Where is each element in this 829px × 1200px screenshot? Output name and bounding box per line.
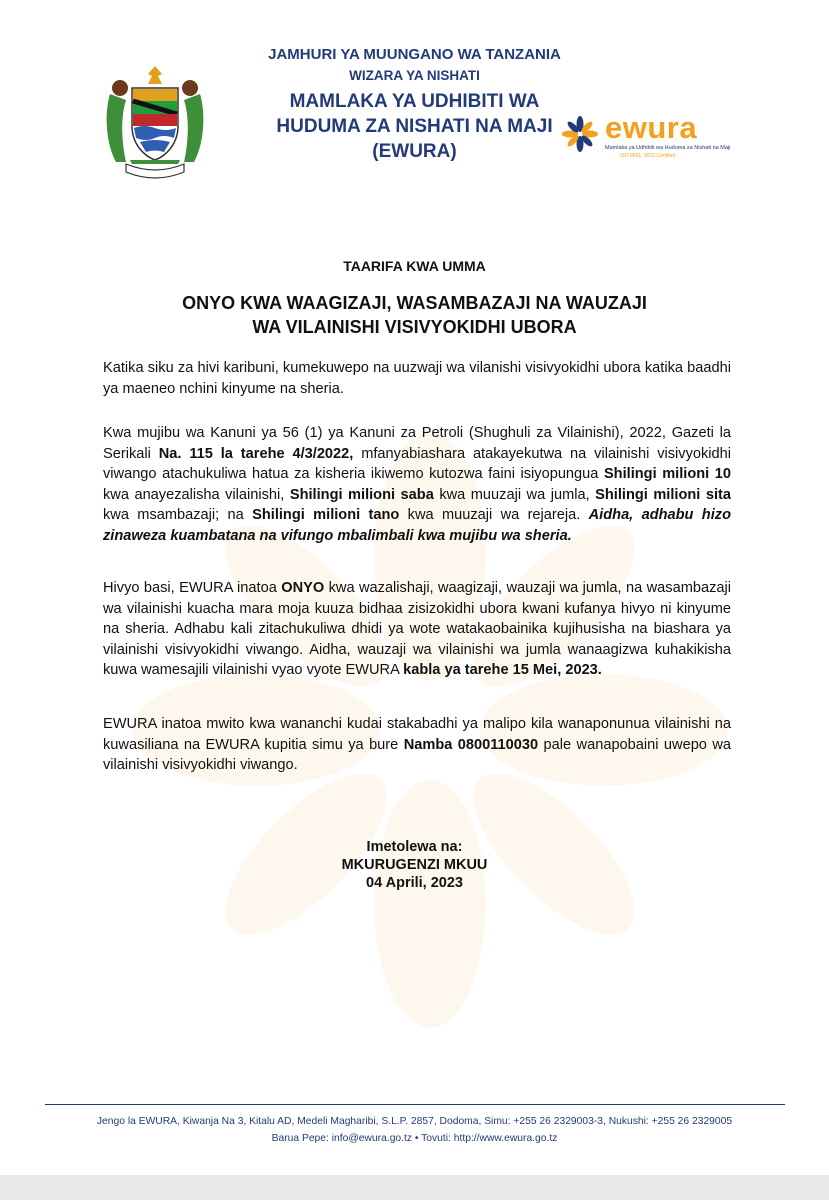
document-title [0, 291, 829, 339]
p4-text-2: pale wanapobaini uwepo wa vilainishi visivyokidhi viwango. [103, 736, 731, 774]
header-authority-line-3: (EWURA) [372, 141, 457, 162]
signature-date: 04 Aprili, 2023 [366, 875, 463, 891]
p2-bold-3: Shilingi milioni saba [289, 486, 434, 503]
paragraph-1: Katika siku za hivi karibuni, kumekuwepo na uuzwaji wa vilanishi visivyokidhi ubora katika baadhi ya maeneo nchini kinyume na sheria. [103, 360, 731, 397]
p2-text-1: Kwa mujibu wa Kanuni ya 56 (1) ya Kanuni za Petroli (Shughuli za Vilainishi), 2022, Gazeti la Serikali [103, 425, 731, 462]
p2-bold-4: Shilingi milioni sita [595, 486, 731, 503]
signature-office: MKURUGENZI MKUU [341, 857, 488, 873]
document-title-line-2: WA VILAINISHI VISIVYOKIDHI UBORA [252, 317, 577, 337]
ewura-logo-iso: ISO 9001: 2015 Certified [620, 153, 676, 159]
paragraph-3 [103, 578, 731, 681]
p2-text-2: mfanyabiashara atakayekutwa na vilainishi visivyokidhi viwango atachukuliwa hatua za kisheria ikiwemo kutozwa faini isiyopungua [103, 445, 731, 483]
header-authority-line-2: HUDUMA ZA NISHATI NA MAJI [276, 116, 553, 137]
p3-bold-1: ONYO [281, 580, 325, 596]
p2-bold-5: Shilingi milioni tano [252, 507, 400, 524]
p2-bold-1: Na. 115 la tarehe 4/3/2022, [158, 445, 354, 462]
footer-divider [45, 1104, 785, 1105]
p2-text-6: kwa muuzaji wa rejareja. [399, 507, 589, 524]
p2-bold-2: Shilingi milioni 10 [603, 466, 731, 483]
ewura-logo-tagline: Mamlaka ya Udhibiti wa Huduma za Nishati na Maji [605, 145, 731, 151]
signature-issued-by: Imetolewa na: [366, 839, 463, 855]
footer-address: Jengo la EWURA, Kiwanja Na 3, Kitalu AD, Medeli Magharibi, S.L.P. 2857, Dodoma, Simu: +255 26 2329003-3, Nukushi: +255 26 2329005 [96, 1116, 733, 1127]
p2-bold-italic: Aidha, adhabu hizo zinaweza kuambatana na vifungo mbalimbali kwa mujibu wa sheria. [103, 507, 731, 544]
p4-bold-1: Namba 0800110030 [403, 736, 539, 753]
header-authority-line-1: MAMLAKA YA UDHIBITI WA [289, 91, 540, 112]
paragraph-2 [103, 423, 731, 547]
paragraph-4 [103, 714, 731, 776]
p3-text-1: Hivyo basi, EWURA inatoa [103, 580, 282, 596]
document-title-line-1: ONYO KWA WAAGIZAJI, WASAMBAZAJI NA WAUZAJI [182, 293, 647, 313]
p4-text-1: EWURA inatoa mwito kwa wananchi kudai stakabadhi ya malipo kila wanaponunua vilainishi na kuwasiliana na EWURA kupitia simu ya bure [103, 716, 731, 753]
header-country: JAMHURI YA MUUNGANO WA TANZANIA [268, 46, 561, 63]
header-ministry: WIZARA YA NISHATI [349, 68, 480, 83]
p3-text-2: kwa wazalishaji, waagizaji, wauzaji wa jumla, na wasambazaji wa vilainishi kuacha mara moja kuuza bidhaa zisizokidhi ubora kwani kufanya hivyo ni kinyume na sheria. Adhabu kali zitachukuliwa dhidi ya wote watakaobainika kujihusisha na biashara ya vilainishi visivyokidhi viwango. Aidha, wauzaji wa vilainishi wa jumla wanaagizwa kuhakikisha kuwa wamesajili vilainishi vyao vyote EWURA [103, 580, 731, 679]
p2-text-3: kwa anayezalisha vilainishi, [103, 486, 290, 503]
p2-text-4: kwa muuzaji wa jumla, [433, 486, 596, 503]
p2-text-5: kwa msambazaji; na [103, 507, 253, 524]
notice-label: TAARIFA KWA UMMA [343, 258, 486, 274]
ewura-logo-word: ewura [605, 110, 698, 145]
p3-bold-2: kabla ya tarehe 15 Mei, 2023. [403, 662, 602, 679]
footer-contacts: Barua Pepe: info@ewura.go.tz • Tovuti: http://www.ewura.go.tz [271, 1133, 558, 1144]
